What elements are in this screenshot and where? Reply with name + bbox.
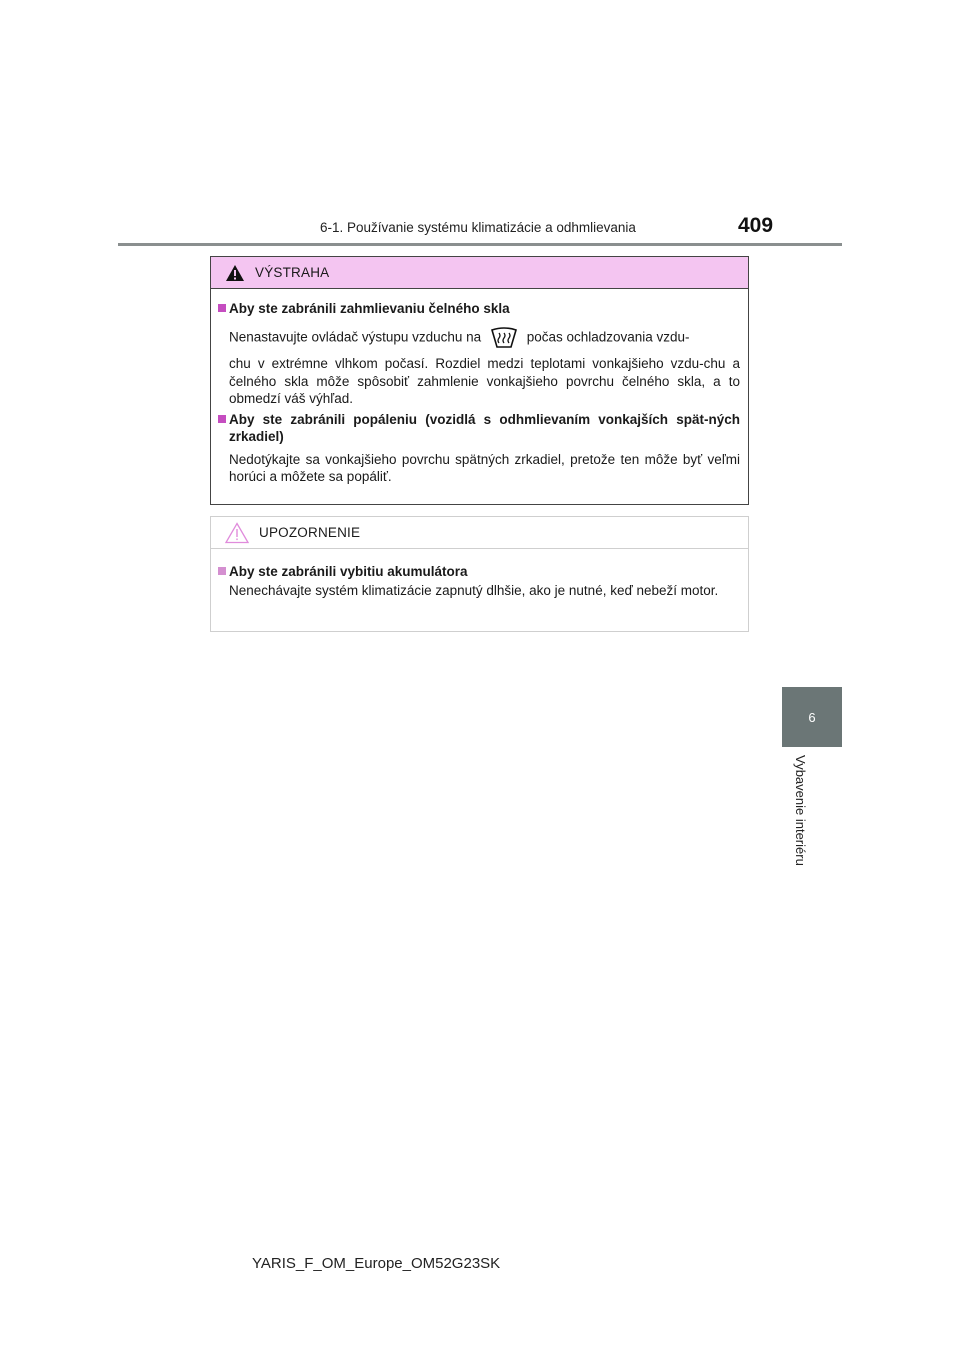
section-title: 6-1. Používanie systému klimatizácie a odhmlievania <box>320 220 636 235</box>
chapter-tab: 6 <box>782 687 842 747</box>
warning-item-text-part2: počas ochladzovania vzdu- <box>526 329 690 345</box>
caution-box <box>210 516 749 632</box>
bullet-square-icon <box>218 567 226 575</box>
warning-item-heading-text: Aby ste zabránili zahmlievaniu čelného skla <box>229 301 510 316</box>
document-code: YARIS_F_OM_Europe_OM52G23SK <box>252 1255 501 1272</box>
warning-item-text: Nedotýkajte sa vonkajšieho povrchu spätných zrkadiel, pretože ten môže byť veľmi horúci a môžete sa popáliť. <box>229 451 740 484</box>
warning-item-heading <box>218 300 740 317</box>
caution-item-heading-text: Aby ste zabránili vybitiu akumulátora <box>229 564 468 579</box>
caution-body <box>211 549 748 600</box>
page-number: 409 <box>738 214 774 237</box>
bullet-square-icon <box>218 304 226 312</box>
warning-item-text-part1: Nenastavujte ovládač výstupu vzduchu na <box>229 329 482 345</box>
warning-item-heading <box>218 411 740 445</box>
warning-body <box>211 289 748 486</box>
header-divider <box>118 243 842 246</box>
warning-item-text-cont: chu v extrémne vlhkom počasí. Rozdiel medzi teplotami vonkajšieho vzdu-chu a čelného skla môže spôsobiť zahmlenie vonkajšieho povrchu čelného skla, a to obmedzí váš výhľad. <box>229 356 740 406</box>
caution-triangle-icon <box>225 522 249 544</box>
warning-header <box>211 257 748 289</box>
windshield-defroster-icon <box>489 327 519 349</box>
caution-header <box>211 517 748 549</box>
chapter-side-label: Vybavenie interiéru <box>793 755 808 866</box>
warning-item-heading-text: Aby ste zabránili popáleniu (vozidlá s odhmlievaním vonkajších spät-ných zrkadiel) <box>229 411 740 444</box>
warning-triangle-icon <box>225 264 245 282</box>
caution-title: UPOZORNENIE <box>259 525 361 540</box>
warning-title: VÝSTRAHA <box>255 265 330 280</box>
caution-item-heading <box>218 563 740 580</box>
warning-box <box>210 256 749 505</box>
caution-item-text: Nenechávajte systém klimatizácie zapnutý dlhšie, ako je nutné, keď nebeží motor. <box>229 583 719 598</box>
bullet-square-icon <box>218 415 226 423</box>
warning-item-text <box>218 327 740 349</box>
